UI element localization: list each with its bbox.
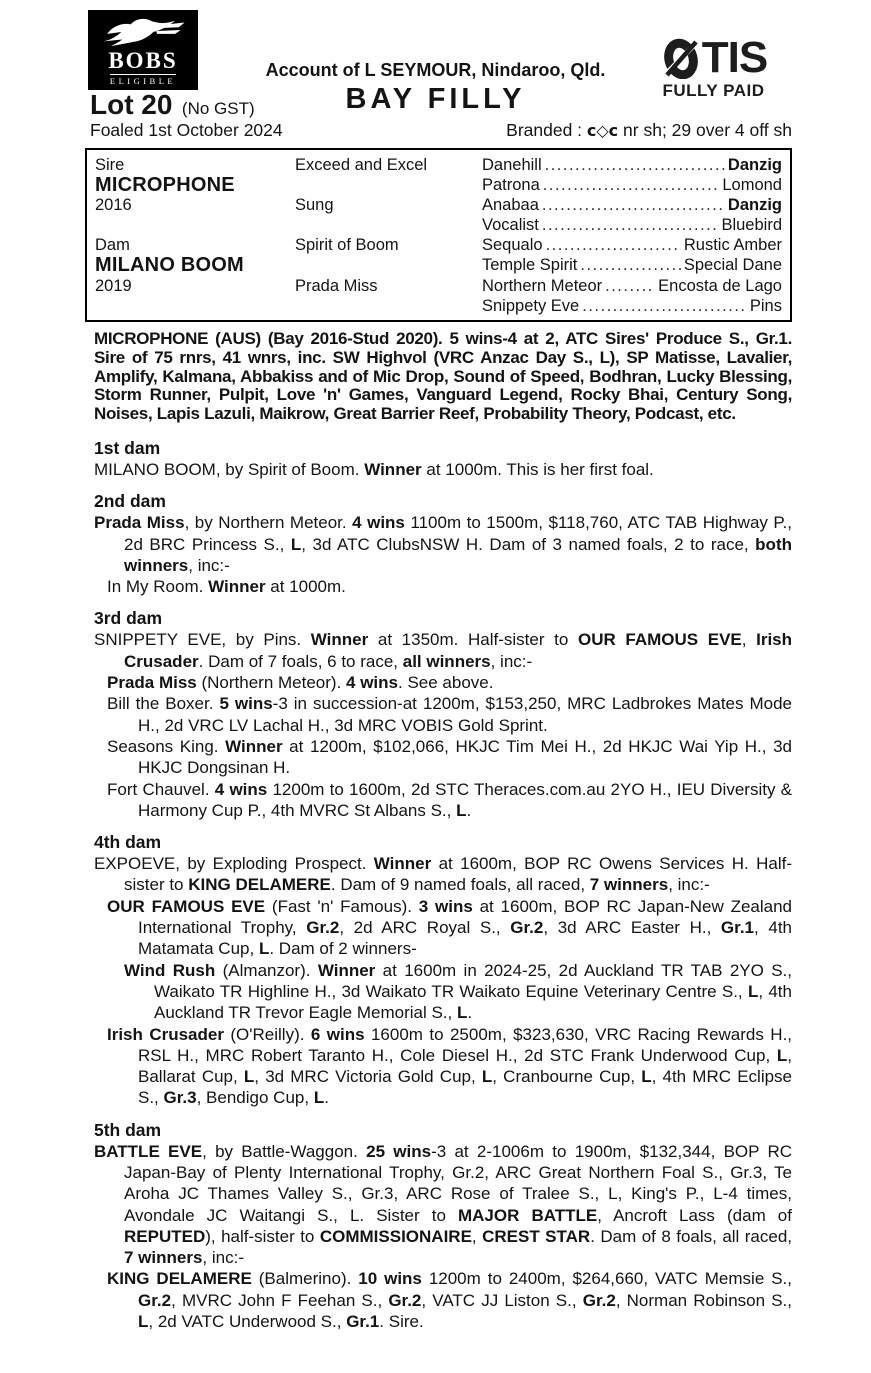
para-irish-crusader: Irish Crusader (O'Reilly). 6 wins 1600m to 2500m, $323,630, VRC Racing Rewards H., RSL H., MRC Robert Taranto H., Cole Diesel H., 2d STC Frank Underwood Cup, L, Ballarat Cup, L, 3d MRC Victoria Gold Cup, L, Cranbourne Cup, L, 4th MRC Eclipse S., Gr.3, Bendigo Cup, L. xyxy=(107,1024,793,1108)
ancestor-name: Sequalo xyxy=(482,236,543,255)
section-heading-2nd-dam: 2nd dam xyxy=(94,491,166,512)
section-heading-3rd-dam: 3rd dam xyxy=(94,608,163,629)
sire-name: MICROPHONE xyxy=(95,174,235,197)
pedigree-column-grandparents xyxy=(482,155,782,316)
dam-label: Dam xyxy=(95,236,130,255)
dot-leader xyxy=(545,155,725,175)
stallion-blurb: MICROPHONE (AUS) (Bay 2016-Stud 2020). 5 wins-4 at 2, ATC Sires' Produce S., Gr.1. Sire of 75 rnrs, 41 wnrs, inc. SW Highvol (VRC Anzac Day S., L), SP Matisse, Lavalier, Amplify, Kalmana, Abbakiss and of Mic Drop, Sound of Speed, Bodhran, Lucky Blessing, Storm Runner, Pulpit, Love 'n' Games, Vanguard Legend, Rocky Bhai, Century Song, Noises, Lapis Lazuli, Maikrow, Great Barrier Reef, Probability Theory, Podcast, etc. xyxy=(94,329,792,424)
bobs-logo-text: BOBS xyxy=(108,48,178,73)
spacer xyxy=(295,215,482,235)
lot-line xyxy=(90,90,255,119)
ancestor-name: Danehill xyxy=(482,156,542,174)
dam-parent1: Spirit of Boom xyxy=(295,236,399,255)
ancestor-name: Anabaa xyxy=(482,196,539,215)
ancestor-grandsire: Pins xyxy=(749,296,782,315)
ancestor-grandsire: Danzig xyxy=(727,156,782,174)
dot-leader xyxy=(543,175,720,195)
dot-leader xyxy=(542,195,725,215)
para-bill-the-boxer: Bill the Boxer. 5 wins-3 in succession-at 1200m, $153,250, MRC Ladbrokes Mates Mode H., 2d VRC LV Lachal H., 3d MRC VOBIS Gold Sprint. xyxy=(107,694,792,735)
ancestor-row xyxy=(482,175,782,195)
ancestor-name: Vocalist xyxy=(482,216,539,235)
dot-leader xyxy=(546,235,681,255)
ancestor-row xyxy=(482,235,782,255)
otis-wordmark-tis: TIS xyxy=(701,33,768,82)
ancestor-grandsire: Rustic Amber xyxy=(683,236,782,255)
brand-mark-symbol: c◇c xyxy=(586,121,619,140)
para-expoeve: EXPOEVE, by Exploding Prospect. Winner at 1600m, BOP RC Owens Services H. Half-sister to KING DELAMERE. Dam of 9 named foals, all raced, 7 winners, inc:- xyxy=(94,854,792,895)
brand-description xyxy=(506,120,792,141)
spacer xyxy=(295,175,482,195)
spacer xyxy=(295,255,482,275)
ancestor-row xyxy=(482,155,782,175)
ancestor-grandsire: Lomond xyxy=(722,176,782,195)
pedigree-column-horse xyxy=(95,155,295,316)
dot-leader xyxy=(542,215,719,235)
ancestor-grandsire: Special Dane xyxy=(683,256,782,275)
bobs-horse-icon xyxy=(93,14,193,48)
account-line: Account of L SEYMOUR, Nindaroo, Qld. xyxy=(265,60,606,80)
para-wind-rush: Wind Rush (Almanzor). Winner at 1600m in 2024-25, 2d Auckland TR TAB 2YO S., Waikato TR Highline H., 3d Waikato TR Waikato Equine Veterinary Centre S., L, 4th Auckland TR Trevor Eagle Memorial S., L. xyxy=(124,960,792,1023)
sire-parent1: Exceed and Excel xyxy=(295,156,428,174)
dot-leader xyxy=(605,276,655,296)
ancestor-row xyxy=(482,215,782,235)
sire-parent2: Sung xyxy=(295,196,334,215)
ancestor-row xyxy=(482,195,782,215)
ancestor-row xyxy=(482,255,782,275)
otis-wordmark xyxy=(636,33,791,82)
ancestor-name: Temple Spirit xyxy=(482,256,578,275)
spacer xyxy=(295,296,482,316)
section-heading-5th-dam: 5th dam xyxy=(94,1119,162,1140)
ancestor-name: Northern Meteor xyxy=(482,276,603,295)
para-in-my-room: In My Room. Winner at 1000m. xyxy=(107,577,346,597)
para-prada-miss: Prada Miss, by Northern Meteor. 4 wins 1100m to 1500m, $118,760, ATC TAB Highway P., 2d BRC Princess S., L, 3d ATC ClubsNSW H. Dam of 3 named foals, 2 to race, both winners, inc:- xyxy=(94,513,793,575)
para-king-delamere: KING DELAMERE (Balmerino). 10 wins 1200m to 2400m, $264,660, VATC Memsie S., Gr.2, MVRC John F Feehan S., Gr.2, VATC JJ Liston S., Gr.2, Norman Robinson S., L, 2d VATC Underwood S., Gr.1. Sire. xyxy=(107,1269,792,1332)
ancestor-name: Patrona xyxy=(482,176,540,195)
foaled-date: Foaled 1st October 2024 xyxy=(90,120,283,140)
dam-year: 2019 xyxy=(95,276,132,295)
ancestor-row xyxy=(482,276,782,296)
pedigree-text-body xyxy=(94,330,792,1332)
para-seasons-king: Seasons King. Winner at 1200m, $102,066, HKJC Tim Mei H., 2d HKJC Wai Yip H., 3d HKJC Dongsinan H. xyxy=(107,736,792,778)
pedigree-table xyxy=(85,148,792,322)
branded-suffix: nr sh; 29 over 4 off sh xyxy=(623,120,792,140)
spacer xyxy=(95,215,295,235)
ancestor-grandsire: Encosta de Lago xyxy=(658,276,782,295)
section-heading-1st-dam: 1st dam xyxy=(94,437,161,458)
dam-parent2: Prada Miss xyxy=(295,276,378,295)
ancestor-name: Snippety Eve xyxy=(482,296,580,315)
para-milano-boom: MILANO BOOM, by Spirit of Boom. Winner at 1000m. This is her first foal. xyxy=(94,459,654,479)
bobs-eligible-logo xyxy=(88,10,198,90)
sire-year: 2016 xyxy=(95,196,132,215)
ancestor-grandsire: Bluebird xyxy=(721,216,782,235)
ancestor-row xyxy=(482,296,782,316)
section-heading-4th-dam: 4th dam xyxy=(94,832,162,853)
bobs-eligible-text: ELIGIBLE xyxy=(109,76,177,86)
para-battle-eve: BATTLE EVE, by Battle-Waggon. 25 wins-3 at 2-1006m to 1900m, $132,344, BOP RC Japan-Bay of Plenty International Trophy, Gr.2, ARC Great Northern Foal S., Gr.3, Te Aroha JC Thames Valley S., Gr.3, ARC Rose of Tralee S., L, King's P., L-4 times, Avondale JC Waitangi S., L. Sister to MAJOR BATTLE, Ancroft Lass (dam of REPUTED), half-sister to COMMISSIONAIRE, CREST STAR. Dam of 8 foals, all raced, 7 winners, inc:- xyxy=(94,1141,793,1268)
fully-paid-text: FULLY PAID xyxy=(662,81,765,100)
dot-leader xyxy=(580,255,680,275)
spacer xyxy=(95,296,295,316)
page-title: BAY FILLY xyxy=(345,83,526,115)
otis-fully-paid-logo xyxy=(636,33,791,101)
para-our-famous-eve: OUR FAMOUS EVE (Fast 'n' Famous). 3 wins at 1600m, BOP RC Japan-New Zealand International Trophy, Gr.2, 2d ARC Royal S., Gr.2, 3d ARC Easter H., Gr.1, 4th Matamata Cup, L. Dam of 2 winners- xyxy=(107,896,793,959)
lot-number: Lot 20 xyxy=(90,89,173,120)
para-snippety-eve: SNIPPETY EVE, by Pins. Winner at 1350m. Half-sister to OUR FAMOUS EVE, Irish Crusader. Dam of 7 foals, 6 to race, all winners, inc:- xyxy=(94,630,793,671)
ancestor-grandsire: Danzig xyxy=(727,196,782,215)
otis-o-icon xyxy=(660,37,702,79)
para-prada-miss-entry: Prada Miss (Northern Meteor). 4 wins. See above. xyxy=(107,673,494,693)
pedigree-column-parents xyxy=(295,155,482,316)
dot-leader xyxy=(582,296,747,316)
para-fort-chauvel: Fort Chauvel. 4 wins 1200m to 1600m, 2d STC Theraces.com.au 2YO H., IEU Diversity & Harmony Cup P., 4th MVRC St Albans S., L. xyxy=(107,779,793,820)
sire-label: Sire xyxy=(95,156,125,174)
branded-prefix: Branded : xyxy=(506,120,587,140)
gst-note: (No GST) xyxy=(181,99,255,118)
dam-name: MILANO BOOM xyxy=(95,254,244,277)
